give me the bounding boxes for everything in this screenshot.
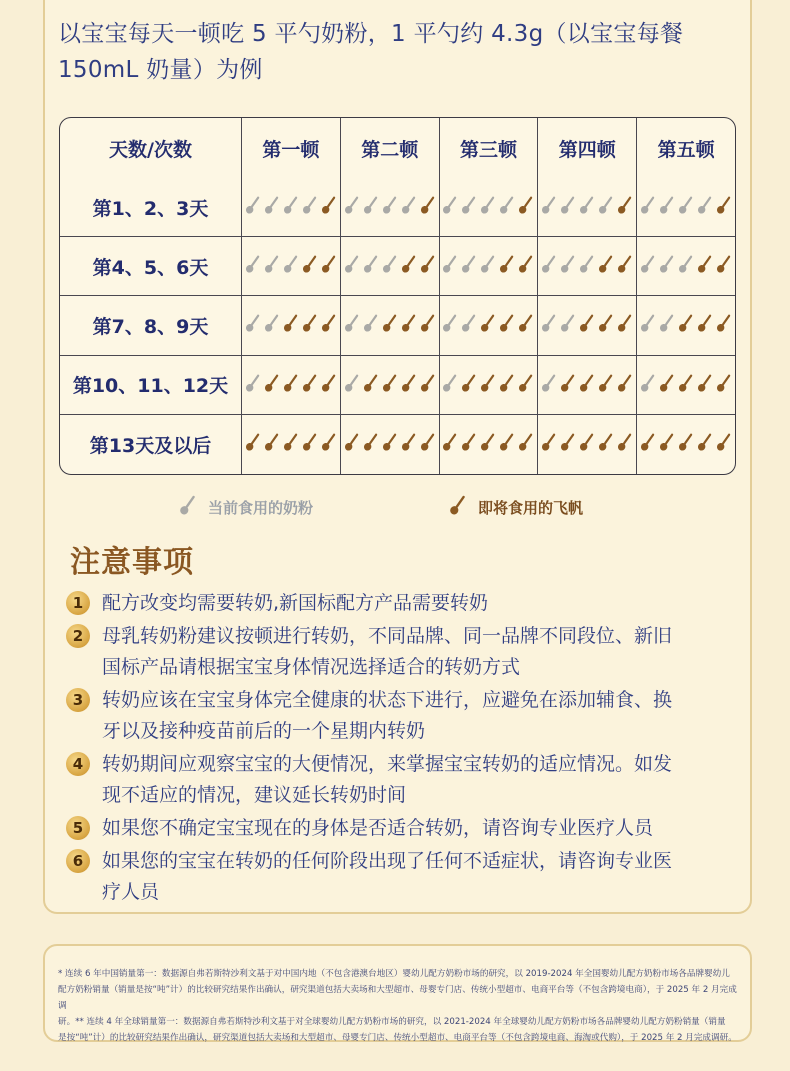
- new-formula-scoop-icon: [362, 431, 380, 453]
- meal-scoop-cell: [538, 296, 637, 355]
- new-formula-scoop-icon: [479, 312, 497, 334]
- new-formula-scoop-icon: [479, 431, 497, 453]
- current-formula-scoop-icon: [381, 253, 399, 275]
- new-formula-scoop-icon: [517, 431, 535, 453]
- new-formula-scoop-icon: [715, 312, 733, 334]
- scoop-group: [343, 194, 437, 216]
- new-formula-scoop-icon: [498, 431, 516, 453]
- new-formula-scoop-icon: [658, 372, 676, 394]
- new-formula-scoop-icon: [715, 431, 733, 453]
- scoop-group: [244, 372, 338, 394]
- new-formula-scoop-icon: [320, 194, 338, 216]
- current-formula-scoop-icon: [540, 194, 558, 216]
- meal-scoop-cell: [242, 415, 341, 474]
- meal-scoop-cell: [341, 237, 440, 296]
- footnote-line: 是按“吨”计）的比较研究结果作出确认，研究渠道包括大卖场和大型超市、母婴专门店、传统小型超市、电商平台等（不包含跨境电商、海淘或代购），于 2025 年 2 月完成调研。: [58, 1033, 737, 1043]
- new-formula-scoop-icon: [498, 372, 516, 394]
- current-formula-scoop-icon: [282, 194, 300, 216]
- meal-scoop-cell: [637, 356, 735, 415]
- day-range-label: 第10、11、12天: [60, 356, 242, 415]
- scoop-group: [540, 431, 634, 453]
- new-formula-scoop-icon: [597, 431, 615, 453]
- new-formula-scoop-icon: [381, 312, 399, 334]
- new-formula-scoop-icon: [658, 431, 676, 453]
- meal-scoop-cell: [637, 237, 735, 296]
- current-formula-scoop-icon: [479, 194, 497, 216]
- table-row: [60, 296, 735, 355]
- current-formula-scoop-icon: [696, 194, 714, 216]
- meal-scoop-cell: [341, 296, 440, 355]
- current-formula-scoop-icon: [263, 312, 281, 334]
- meal-scoop-cell: [341, 178, 440, 237]
- current-formula-scoop-icon: [460, 194, 478, 216]
- current-formula-scoop-icon: [677, 253, 695, 275]
- current-formula-scoop-icon: [540, 312, 558, 334]
- scoop-group: [441, 194, 535, 216]
- header-meal-4: 第四顿: [538, 118, 637, 178]
- new-formula-scoop-icon: [301, 372, 319, 394]
- header-meal-1: 第一顿: [242, 118, 341, 178]
- day-range-label: 第7、8、9天: [60, 296, 242, 355]
- new-formula-scoop-icon: [301, 431, 319, 453]
- new-formula-scoop-icon: [460, 431, 478, 453]
- scoop-group: [244, 312, 338, 334]
- current-formula-scoop-icon: [343, 253, 361, 275]
- current-formula-scoop-icon: [362, 194, 380, 216]
- footnote-line: * 连续 6 年中国销量第一：数据源自弗若斯特沙利文基于对中国内地（不包含港澳台地区）婴幼儿配方奶粉市场的研究，以 2019-2024 年全国婴幼儿配方奶粉市场各品牌婴幼儿: [58, 969, 730, 979]
- new-formula-scoop-icon: [616, 194, 634, 216]
- new-formula-scoop-icon: [517, 312, 535, 334]
- number-badge-icon: 2: [66, 624, 90, 648]
- notes-title: 注意事项: [70, 545, 194, 580]
- new-formula-scoop-icon: [479, 372, 497, 394]
- meal-scoop-cell: [637, 415, 735, 474]
- header-days: 天数/次数: [60, 118, 242, 178]
- current-formula-scoop-icon: [362, 312, 380, 334]
- new-formula-scoop-icon: [597, 253, 615, 275]
- meal-scoop-cell: [538, 178, 637, 237]
- day-range-label: 第13天及以后: [60, 415, 242, 474]
- new-formula-scoop-icon: [677, 372, 695, 394]
- new-formula-scoop-icon: [715, 194, 733, 216]
- current-formula-scoop-icon: [362, 253, 380, 275]
- scoop-group: [441, 431, 535, 453]
- current-formula-scoop-icon: [639, 253, 657, 275]
- note-item: [66, 621, 736, 683]
- scoop-group: [343, 431, 437, 453]
- scoop-group: [441, 253, 535, 275]
- legend-new: [448, 494, 583, 520]
- new-formula-scoop-icon: [419, 312, 437, 334]
- number-badge-icon: 4: [66, 752, 90, 776]
- new-formula-scoop-icon: [362, 372, 380, 394]
- header-meal-5: 第五顿: [657, 138, 715, 161]
- note-text-line: 转奶应该在宝宝身体完全健康的状态下进行，应避免在添加辅食、换: [102, 689, 673, 711]
- footnote-line: 配方奶粉销量（销量是按“吨”计）的比较研究结果作出确认，研究渠道包括大卖场和大型超市、母婴专门店、传统小型超市、电商平台等（不包含跨境电商），于 2025 年 2 月完成调: [58, 985, 737, 1011]
- new-formula-scoop-icon: [639, 431, 657, 453]
- note-item: [66, 685, 736, 747]
- header-meal-2: 第二顿: [341, 118, 440, 178]
- scoop-group: [540, 312, 634, 334]
- new-formula-scoop-icon: [320, 253, 338, 275]
- footnote-line: 研。** 连续 4 年全球销量第一：数据源自弗若斯特沙利文基于对全球婴幼儿配方奶粉市场的研究，以 2021-2024 年全球婴幼儿配方奶粉市场各品牌婴幼儿配方奶粉销量（销量: [58, 1017, 726, 1027]
- scoop-group: [244, 253, 338, 275]
- new-formula-scoop-icon: [616, 372, 634, 394]
- meal-scoop-cell: [440, 178, 539, 237]
- new-formula-scoop-icon: [419, 372, 437, 394]
- meal-scoop-cell: [242, 237, 341, 296]
- scoop-group: [343, 372, 437, 394]
- meal-scoop-cell: [440, 356, 539, 415]
- new-formula-scoop-icon: [282, 312, 300, 334]
- scoop-group: [639, 372, 733, 394]
- intro-line-2: 150mL 奶量）为例: [58, 57, 263, 83]
- new-formula-scoop-icon: [244, 431, 262, 453]
- current-formula-scoop-icon: [639, 194, 657, 216]
- new-formula-scoop-icon: [578, 431, 596, 453]
- new-formula-scoop-icon: [400, 312, 418, 334]
- note-text-line: 牙以及接种疫苗前后的一个星期内转奶: [102, 720, 426, 742]
- current-formula-scoop-icon: [263, 253, 281, 275]
- current-formula-scoop-icon: [244, 253, 262, 275]
- new-formula-scoop-icon: [419, 431, 437, 453]
- scoop-group: [244, 194, 338, 216]
- current-formula-scoop-icon: [597, 194, 615, 216]
- current-formula-scoop-icon: [639, 312, 657, 334]
- new-formula-scoop-icon: [597, 372, 615, 394]
- new-formula-scoop-icon: [263, 372, 281, 394]
- meal-scoop-cell: [341, 415, 440, 474]
- new-formula-scoop-icon: [696, 431, 714, 453]
- current-formula-scoop-icon: [677, 194, 695, 216]
- new-formula-scoop-icon: [381, 431, 399, 453]
- new-formula-scoop-icon: [616, 431, 634, 453]
- note-item: [66, 749, 736, 811]
- current-formula-scoop-icon: [441, 194, 459, 216]
- new-formula-scoop-icon: [282, 372, 300, 394]
- note-item: [66, 846, 736, 908]
- day-range-label: 第4、5、6天: [60, 237, 242, 296]
- new-formula-scoop-icon: [578, 372, 596, 394]
- new-formula-scoop-icon: [400, 253, 418, 275]
- table-row: [60, 415, 735, 474]
- note-text-line: 疗人员: [102, 881, 160, 903]
- current-formula-scoop-icon: [263, 194, 281, 216]
- footnote-text: [58, 966, 738, 1046]
- new-formula-scoop-icon: [320, 431, 338, 453]
- current-formula-scoop-icon: [658, 194, 676, 216]
- number-badge-icon: 5: [66, 816, 90, 840]
- current-formula-scoop-icon: [343, 312, 361, 334]
- current-formula-scoop-icon: [282, 253, 300, 275]
- new-formula-scoop-icon: [441, 431, 459, 453]
- current-formula-scoop-icon: [540, 253, 558, 275]
- scoop-group: [639, 253, 733, 275]
- current-formula-scoop-icon: [441, 253, 459, 275]
- scoop-group: [540, 372, 634, 394]
- note-text-line: 配方改变均需要转奶,新国标配方产品需要转奶: [102, 592, 489, 614]
- current-formula-scoop-icon: [441, 372, 459, 394]
- new-formula-scoop-icon: [696, 372, 714, 394]
- new-formula-scoop-icon: [498, 253, 516, 275]
- new-formula-scoop-icon: [419, 194, 437, 216]
- table-header-row: [60, 118, 735, 178]
- meal-scoop-cell: [538, 415, 637, 474]
- current-formula-scoop-icon: [559, 312, 577, 334]
- new-formula-scoop-icon: [559, 431, 577, 453]
- current-formula-scoop-icon: [639, 372, 657, 394]
- new-formula-scoop-icon: [597, 312, 615, 334]
- new-formula-scoop-icon: [517, 253, 535, 275]
- new-formula-scoop-icon: [263, 431, 281, 453]
- number-badge-icon: 6: [66, 849, 90, 873]
- new-formula-scoop-icon: [517, 194, 535, 216]
- scoop-group: [639, 312, 733, 334]
- current-formula-scoop-icon: [658, 253, 676, 275]
- number-badge-icon: 1: [66, 591, 90, 615]
- current-formula-scoop-icon: [441, 312, 459, 334]
- current-formula-scoop-icon: [460, 312, 478, 334]
- scoop-group: [540, 194, 634, 216]
- current-formula-scoop-icon: [498, 194, 516, 216]
- meal-scoop-cell: [538, 237, 637, 296]
- table-row: [60, 356, 735, 415]
- note-text-line: 母乳转奶粉建议按顿进行转奶，不同品牌、同一品牌不同段位、新旧: [102, 625, 673, 647]
- new-formula-scoop-icon: [677, 431, 695, 453]
- current-formula-scoop-icon: [244, 372, 262, 394]
- current-formula-scoop-icon: [244, 312, 262, 334]
- current-formula-scoop-icon: [343, 372, 361, 394]
- new-formula-scoop-icon: [715, 372, 733, 394]
- new-formula-scoop-icon: [400, 431, 418, 453]
- new-formula-scoop-icon: [696, 312, 714, 334]
- new-formula-scoop-icon: [578, 312, 596, 334]
- new-formula-scoop-icon: [320, 312, 338, 334]
- current-formula-scoop-icon: [460, 253, 478, 275]
- new-formula-scoop-icon: [320, 372, 338, 394]
- meal-scoop-cell: [242, 296, 341, 355]
- header-meal-3: 第三顿: [440, 118, 539, 178]
- new-formula-scoop-icon: [517, 372, 535, 394]
- current-formula-scoop-icon: [540, 372, 558, 394]
- new-formula-scoop-icon: [616, 312, 634, 334]
- meal-scoop-cell: [242, 178, 341, 237]
- scoop-group: [441, 312, 535, 334]
- new-formula-scoop-icon: [677, 312, 695, 334]
- day-range-label: 第1、2、3天: [60, 178, 242, 237]
- note-item: [66, 813, 736, 844]
- scoop-group: [639, 194, 733, 216]
- current-formula-scoop-icon: [578, 194, 596, 216]
- current-formula-scoop-icon: [578, 253, 596, 275]
- note-text-line: 国标产品请根据宝宝身体情况选择适合的转奶方式: [102, 656, 521, 678]
- meal-scoop-cell: [538, 356, 637, 415]
- new-formula-scoop-icon: [540, 431, 558, 453]
- table-row: [60, 178, 735, 237]
- current-formula-scoop-icon: [559, 253, 577, 275]
- new-formula-scoop-icon: [498, 312, 516, 334]
- note-item: [66, 588, 736, 619]
- current-formula-scoop-icon: [658, 312, 676, 334]
- scoop-group: [639, 431, 733, 453]
- new-formula-scoop-icon: [715, 253, 733, 275]
- table-row: [60, 237, 735, 296]
- notes-list: [66, 588, 736, 910]
- legend-current: [178, 494, 313, 520]
- current-formula-scoop-icon: [400, 194, 418, 216]
- new-formula-scoop-icon: [381, 372, 399, 394]
- scoop-group: [244, 431, 338, 453]
- new-formula-scoop-icon: [301, 312, 319, 334]
- meal-scoop-cell: [637, 178, 735, 237]
- current-formula-scoop-icon: [244, 194, 262, 216]
- scoop-group: [441, 372, 535, 394]
- brown-scoop-icon: [448, 493, 468, 521]
- new-formula-scoop-icon: [301, 253, 319, 275]
- meal-scoop-cell: [242, 356, 341, 415]
- scoop-group: [343, 253, 437, 275]
- new-formula-scoop-icon: [282, 431, 300, 453]
- current-formula-scoop-icon: [381, 194, 399, 216]
- new-formula-scoop-icon: [696, 253, 714, 275]
- current-formula-scoop-icon: [559, 194, 577, 216]
- new-formula-scoop-icon: [559, 372, 577, 394]
- note-text-line: 如果您不确定宝宝现在的身体是否适合转奶，请咨询专业医疗人员: [102, 817, 654, 839]
- grey-scoop-icon: [178, 493, 198, 521]
- note-text-line: 如果您的宝宝在转奶的任何阶段出现了任何不适症状，请咨询专业医: [102, 850, 673, 872]
- new-formula-scoop-icon: [343, 431, 361, 453]
- intro-line-1: 以宝宝每天一顿吃 5 平勺奶粉，1 平勺约 4.3g（以宝宝每餐: [58, 21, 684, 47]
- meal-scoop-cell: [440, 296, 539, 355]
- current-formula-scoop-icon: [479, 253, 497, 275]
- current-formula-scoop-icon: [343, 194, 361, 216]
- meal-scoop-cell: [440, 415, 539, 474]
- meal-scoop-cell: [440, 237, 539, 296]
- scoop-group: [540, 253, 634, 275]
- meal-scoop-cell: [341, 356, 440, 415]
- number-badge-icon: 3: [66, 688, 90, 712]
- new-formula-scoop-icon: [460, 372, 478, 394]
- new-formula-scoop-icon: [616, 253, 634, 275]
- legend-current-label: 当前食用的奶粉: [208, 498, 314, 517]
- transition-schedule-table: [59, 117, 736, 475]
- legend-new-label: 即将食用的飞帆: [478, 498, 584, 517]
- scoop-group: [343, 312, 437, 334]
- new-formula-scoop-icon: [400, 372, 418, 394]
- note-text-line: 转奶期间应观察宝宝的大便情况，来掌握宝宝转奶的适应情况。如发: [102, 753, 673, 775]
- intro-text: [58, 16, 758, 88]
- current-formula-scoop-icon: [301, 194, 319, 216]
- note-text-line: 现不适应的情况，建议延长转奶时间: [102, 784, 407, 806]
- meal-scoop-cell: [637, 296, 735, 355]
- new-formula-scoop-icon: [419, 253, 437, 275]
